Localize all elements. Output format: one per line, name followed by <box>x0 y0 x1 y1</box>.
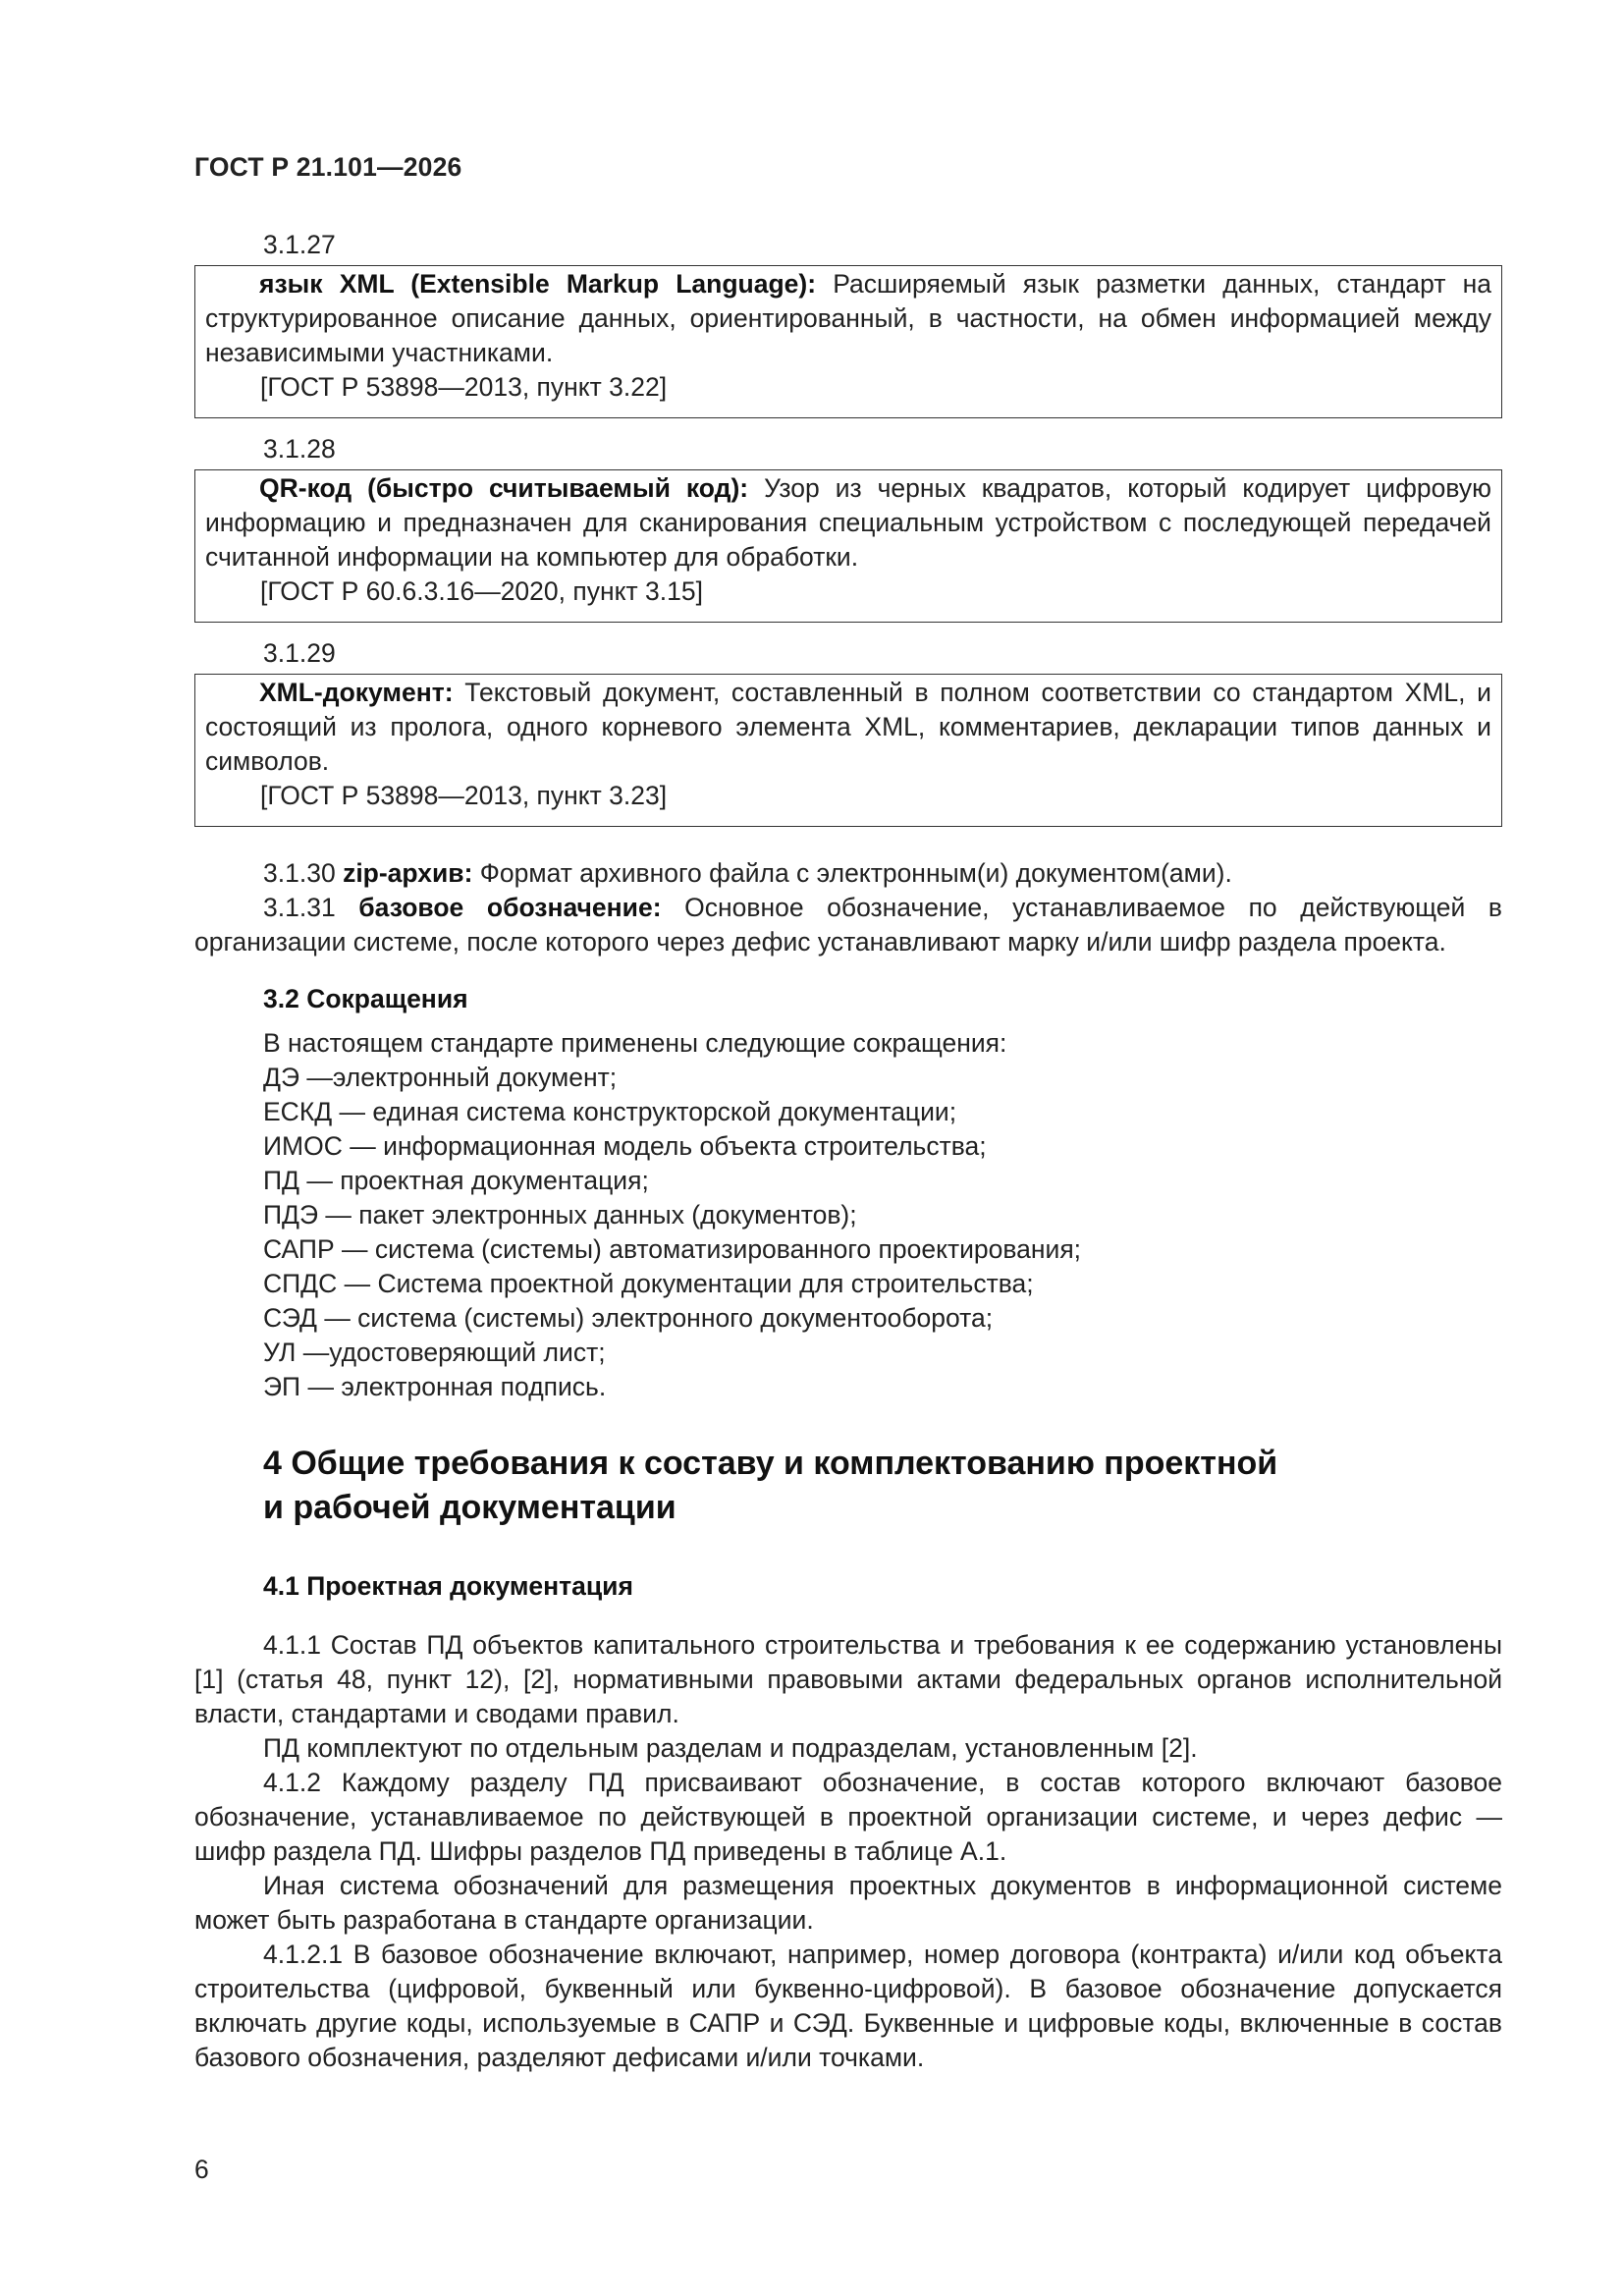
term-number: 3.1.31 <box>263 893 336 922</box>
abbreviation-item: ПД — проектная документация; <box>263 1166 649 1195</box>
abbreviation-item: ЭП — электронная подпись. <box>263 1372 607 1401</box>
term-text <box>205 471 1491 574</box>
section-title-line: и рабочей документации <box>263 1489 676 1526</box>
abbreviation-item: САПР — система (системы) автоматизированного проектирования; <box>263 1234 1082 1264</box>
paragraph: Иная система обозначений для размещения проектных документов в информационной системе может быть разработана в стандарте организации. <box>194 1871 1502 1935</box>
term-name: базовое обозначение: <box>358 893 662 922</box>
abbreviation-item: СПДС — Система проектной документации для строительства; <box>263 1269 1034 1298</box>
abbreviation-item: УЛ —удостоверяющий лист; <box>263 1338 606 1367</box>
paragraph: 4.1.2 Каждому разделу ПД присваивают обозначение, в состав которого включают базовое обозначение, устанавливаемое по действующей в проектной организации системе, и через дефис — шифр раздела ПД. Шифры разделов ПД приведены в таблице А.1. <box>194 1768 1502 1866</box>
term-number: 3.1.30 <box>263 858 336 888</box>
abbreviation-item: ЕСКД — единая система конструкторской документации; <box>263 1097 957 1126</box>
paragraph: 4.1.2.1 В базовое обозначение включают, например, номер договора (контракта) и/или код объекта строительства (цифровой, буквенный или буквенно-цифровой). В базовое обозначение допускается включать другие коды, используемые в САПР и СЭД. Буквенные и цифровые коды, включенные в состав базового обозначения, разделяют дефисами и/или точками. <box>194 1940 1502 2072</box>
term-definition: Текстовый документ, составленный в полном соответствии со стандартом XML, и состоящий из пролога, одного корневого элемента XML, комментариев, декларации типов данных и символов. <box>205 678 1491 776</box>
term-definition-box <box>194 674 1502 827</box>
term-definition: Узор из черных квадратов, который кодирует цифровую информацию и предназначен для сканирования специальным устройством с последующей передачей считанной информации на компьютер для обработки. <box>205 473 1491 572</box>
term-source: [ГОСТ Р 60.6.3.16—2020, пункт 3.15] <box>260 576 703 606</box>
term-name: QR-код (быстро считываемый код): <box>259 473 749 503</box>
term-definition: Основное обозначение, устанавливаемое по действующей в организации системе, после которого через дефис устанавливают марку и/или шифр раздела проекта. <box>194 893 1502 957</box>
paragraph: ПД комплектуют по отдельным разделам и подразделам, установленным [2]. <box>263 1733 1198 1763</box>
term-definition-box <box>194 469 1502 623</box>
inline-term <box>194 891 1502 959</box>
abbreviation-item: ДЭ —электронный документ; <box>263 1063 618 1092</box>
subsection-title: 3.2 Сокращения <box>263 984 468 1013</box>
paragraph: 4.1.1 Состав ПД объектов капитального строительства и требования к ее содержанию установлены [1] (статья 48, пункт 12), [2], нормативными правовыми актами федеральных органов исполнительной власти, стандартами и сводами правил. <box>194 1630 1502 1728</box>
subsection-title: 4.1 Проектная документация <box>263 1571 633 1601</box>
section-title-line: 4 Общие требования к составу и комплектованию проектной <box>263 1445 1278 1482</box>
abbreviations-intro: В настоящем стандарте применены следующие сокращения: <box>263 1028 1007 1058</box>
term-text <box>205 267 1491 370</box>
term-name: XML-документ: <box>259 678 454 707</box>
term-definition-box <box>194 265 1502 418</box>
abbreviation-item: ИМОС — информационная модель объекта строительства; <box>263 1131 987 1161</box>
term-source: [ГОСТ Р 53898—2013, пункт 3.22] <box>260 372 668 402</box>
abbreviation-item: СЭД — система (системы) электронного документооборота; <box>263 1303 994 1333</box>
term-source: [ГОСТ Р 53898—2013, пункт 3.23] <box>260 781 668 810</box>
page-number: 6 <box>194 2155 209 2184</box>
term-number: 3.1.28 <box>263 434 336 464</box>
abbreviation-item: ПДЭ — пакет электронных данных (документов); <box>263 1200 857 1230</box>
term-text <box>205 676 1491 779</box>
term-definition: Формат архивного файла с электронным(и) документом(ами). <box>472 858 1232 888</box>
term-name: zip-архив: <box>343 858 473 888</box>
abbreviations-list <box>263 1026 1081 1404</box>
section-title <box>263 1442 1277 1530</box>
term-definition: Расширяемый язык разметки данных, стандарт на структурированное описание данных, ориентированный, в частности, на обмен информацией между независимыми участниками. <box>205 269 1491 367</box>
inline-term <box>194 856 1502 891</box>
term-number: 3.1.27 <box>263 230 336 259</box>
document-code-header: ГОСТ Р 21.101—2026 <box>194 152 462 182</box>
term-name: язык XML (Extensible Markup Language): <box>259 269 817 299</box>
term-number: 3.1.29 <box>263 638 336 668</box>
